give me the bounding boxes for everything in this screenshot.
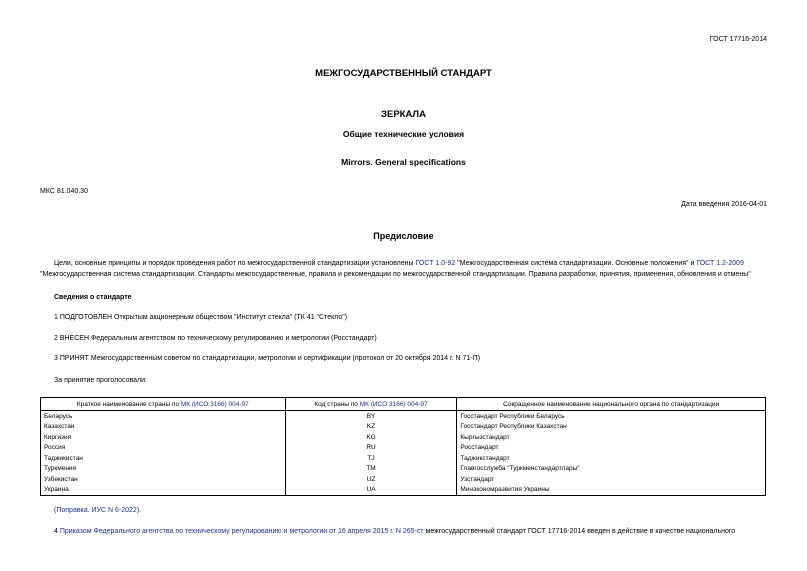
country-name: Казахстан [41, 422, 286, 433]
order-link[interactable]: Приказом Федерального агентства по техническому регулированию и метрологии от 16 апреля 2015 г. N 265-ст [59, 528, 424, 535]
item-enacted-number: 4 [54, 528, 60, 535]
mk-iso-link[interactable]: МК (ИСО 3166) 004-97 [180, 400, 249, 408]
preface-heading: Предисловие [373, 231, 434, 241]
table-row [41, 432, 766, 443]
standard-subtitle: Общие технические условия [342, 129, 465, 139]
mk-iso-link[interactable]: МК (ИСО 3166) 004-97 [359, 400, 428, 408]
country-name: Киргизия [41, 432, 286, 443]
national-body: Госстандарт Республики Казахстан [457, 422, 766, 433]
preface-text-part3: "Межгосударственная система стандартизации. Стандарты межгосударственные, правила и рекомендации по межгосударственной стандартизации. Правила разработки, принятия, применения, обновления и отмены" [40, 270, 751, 278]
country-code: RU [285, 443, 457, 454]
header-country-name [41, 398, 286, 411]
country-code: TJ [285, 453, 457, 464]
country-name: Туркмения [41, 464, 286, 475]
country-code: KG [285, 432, 457, 443]
preface-text-part2: "Межгосударственная система стандартизации. Основные положения" и [455, 260, 697, 267]
item-prepared: 1 ПОДГОТОВЛЕН Открытым акционерным обществом "Институт стекла" (ТК 41 "Стекло") [54, 314, 348, 321]
standard-name-title: ЗЕРКАЛА [381, 109, 426, 120]
mks-code: МКС 81.040.30 [40, 188, 88, 195]
table-row [41, 453, 766, 464]
gost-1-2-link[interactable]: ГОСТ 1.2-2009 [696, 260, 744, 267]
amendment-link[interactable]: (Поправка. ИУС N 6-2022). [54, 507, 142, 514]
national-body: Таджикстандарт [457, 453, 766, 464]
country-name: Беларусь [41, 411, 286, 422]
item-submitted: 2 ВНЕСЕН Федеральным агентством по техническому регулированию и метрологии (Росстандарт) [54, 335, 377, 342]
country-code: UZ [285, 474, 457, 485]
country-name: Россия [41, 443, 286, 454]
national-body: Росстандарт [457, 443, 766, 454]
country-code: UA [285, 485, 457, 496]
introduction-date: Дата введения 2016-04-01 [681, 201, 767, 208]
header-country-code [285, 398, 457, 411]
country-name: Украина [41, 485, 286, 496]
gost-1-0-link[interactable]: ГОСТ 1.0-92 [415, 260, 456, 267]
vote-heading: За принятие проголосовали: [54, 377, 147, 384]
national-body: Минэкономразвития Украины [457, 485, 766, 496]
national-body: Госстандарт Республики Беларусь [457, 411, 766, 422]
standard-type-title: МЕЖГОСУДАРСТВЕННЫЙ СТАНДАРТ [315, 68, 492, 79]
country-name: Узбекистан [41, 474, 286, 485]
country-name: Таджикистан [41, 453, 286, 464]
header-country-text: Краткое наименование страны по [76, 400, 181, 408]
country-code: TM [285, 464, 457, 475]
item-enacted [54, 527, 770, 538]
item-adopted: 3 ПРИНЯТ Межгосударственным советом по стандартизации, метрологии и сертификации (протокол от 20 октября 2014 г. N 71-П) [54, 355, 481, 362]
country-code: KZ [285, 422, 457, 433]
table-row [41, 485, 766, 496]
preface-text-part1: Цели, основные принципы и порядок проведения работ по межгосударственной стандартизации установлены [54, 260, 416, 267]
table-row [41, 411, 766, 422]
national-body: Узстандарт [457, 474, 766, 485]
table-header-row [41, 398, 766, 411]
standard-info-heading: Сведения о стандарте [54, 294, 132, 301]
document-code: ГОСТ 17716-2014 [709, 36, 767, 43]
country-code: BY [285, 411, 457, 422]
table-row [41, 464, 766, 475]
header-national-body: Сокращенное наименование национального органа по стандартизации [457, 398, 766, 411]
table-row [41, 474, 766, 485]
national-body: Кыргызстандарт [457, 432, 766, 443]
table-row [41, 443, 766, 454]
national-body: Главгосслужба "Туркменстандартлары" [457, 464, 766, 475]
header-code-text: Код страны по [314, 400, 360, 408]
countries-table [40, 397, 766, 496]
item-enacted-text: межгосударственный стандарт ГОСТ 17716-2014 введен в действие в качестве национального [423, 528, 736, 535]
english-title: Mirrors. General specifications [341, 157, 466, 167]
table-row [41, 422, 766, 433]
amendment-note [54, 506, 141, 517]
preface-paragraph [40, 259, 770, 280]
